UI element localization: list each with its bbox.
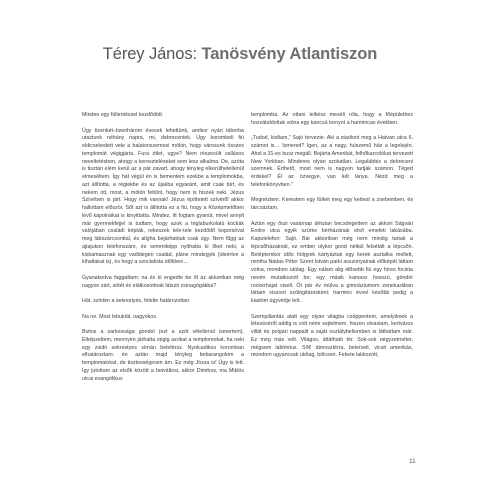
paragraph: templomba. Az ottani lelkész meséli róla, hogy a főépülethez hozzátoldottak volna egy kancsú tornyot a harmincas években. <box>251 112 413 126</box>
paragraph: Na ne. Most lebuktál, nagyokos. <box>82 313 158 320</box>
page-number: 11 <box>409 458 416 465</box>
paragraph: Gyanakodva faggattam: na és ki engedte be őt az akkoriban még nagyon zárt, sötét és elátkozottnak látszó zsinagógákba? <box>82 274 244 289</box>
article-title <box>0 44 480 64</box>
paragraph: Hát, szintén a sekrestyés, felelte határozottan. <box>82 298 191 304</box>
paragraph: Szempillantás alatt egy olyan világba csöppentem, amelyiknek a létezéséről addig is volt némi sejtelmem, hiszen olvastam, kertváros villát és polgári nappalit a saját osztálybeliemben is láthattam már. Ez még más volt. Világos, átlátható tér. Sok-sok négyzetméter, mégsem labirintus. Sőt! átmosztérra, beleívelt, vicsit amerikás, mondom ugyancsak utólag, bölcsen. Fekete lakkozott, <box>251 313 413 359</box>
text-column-right <box>251 112 413 360</box>
text-column-left <box>82 112 244 383</box>
paragraph: Úgy tizenkét–tizenhárom évesek lehettünk, amikor nyári táborba utaztunk néhány napra, mi, debreceniek. Úgy korombeli fiú eldicsekedett vele a balatonszemesi mólón, hogy városunk összes templomát végigjárta. Fura ötlet, ugye? Nem részesült vallásos neveltetésben, ahogy a kereszteléseket sem lesz alkalma. De, azóta is tisztán elém kerül az a pár zavart, ahogy tényleg elkerülhetetlenül elmeséltem. Így hát végül én is bementem ezekbe a templomokba, azt állította, a régiekbe és az újakba egyaránt, amit csak bírt, és nekem ott, most, a mólón feltűnt, hogy nem is hiszek neki. Jézus Szívében is járt. Hogy mik vannak! Jézus építtetett szívéről akkor hallottam először. Sőt azt is állította ez a fiú, hogy a Középmetőben lévő kápolnákat is kinyittatta. Mindez, itt fogtam gyanút, mivel annyit már gyermekfejjel is tudtam, hogy azok a téglaburkolatú kockák valójában családi kripták, rekeszek tele-tele kezdődő koporsóval meg lábszárcsonttal, és aligha bejárhatóak csak úgy. Nem fűgg az ajtajukon telefonszám, és semmiképp nyithatta ki őket neki, a kiskamasznak egy vadidegen család, pláne mindegyik (ideértve a kihaltakat is), és hogy a szocialista időkben… <box>82 127 244 266</box>
paragraph: „Tudod, kisfiam,” Sajó tervezte. Aki a stadiont meg a Hatvan utca 6. számot is… Ismered? Igen, az a nagy, húszemű ház a legelején. Ahol a 31-es busz megáll. Bejárta Amerikát, felhőkarcolókat tervezett New Yorkban. Mindenre olyan szokatlan. Legalábbis a debreceni szemnek. Érthető, most nem is nagyon tartják számon. Téged érdekel? Él az özvegye, van két lánya. Nézd meg a telefonkönyvben.” <box>251 135 413 188</box>
title-work: Tanösvény Atlantiszon <box>201 45 378 63</box>
paragraph: Megnéztem. Kerestem egy fülkét meg egy kettest a zsebemben, és tárcsáztam. <box>251 197 413 211</box>
paragraph: Aztán egy őszi vasárnap délutan becsöngettem az akkori Ságvári Endre utca egyik szürke bérházának első emeleti lakásába. Kaputelefon: Sajó. Bár akkoriban még nem mindig tartak a lépcsőházaknál, ez ember olykor gond nélkül felsétált a lépcsőn. Beléptemkor idős hölgyek kártyáztak egy kerek asztalka mellett, mintha Nádas Péter Szent István parki asszonyainak előképét láttam volna, mondom utólag. Egy nálam alig idősebb fiú egy híres focista nevén mutatkozott be; egy másik kamasz hosszú, göndör rockerhajat viselt. Őt pár év múlva a gimnáziumom zenekarában láttam viszont szólógitárosként; harminc évvel később pedig a kiadóm ügyvédje lett. <box>251 220 413 304</box>
title-author: Térey János: <box>102 45 197 63</box>
paragraph: Minden egy füllentéssel kezdődött. <box>82 112 164 118</box>
paragraph: Biztos a sarkossága gondol (ezt a szót véletlenül ismertem). Elképzeltem, mennyire járhatta végig azokat a templomokat, ha neki egy zsidó sekrestyés sírnán beleférsz. Nyolcadikos koromban elhatároztam: én aztán majd tényleg bebarangolom a templomainkat, de tisztességesen ám. Ez még Józsa is! Úgy is lett. Így jutottam az elsők között a beiváltosi, akkor Dimitrov, ma Miklós utcai evangélikus <box>82 329 244 382</box>
